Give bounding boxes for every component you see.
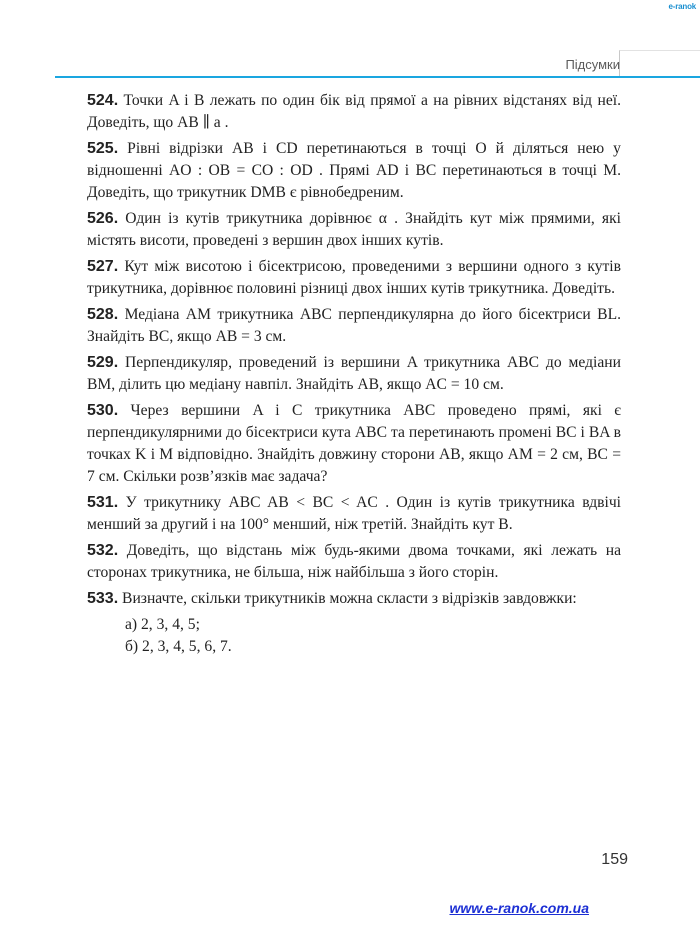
problem-text: Кут між висотою і бісектрисою, проведеними з вершини одного з кутів трикутника, дорівнює половині різниці двох інших кутів трикутника. Доведіть. [87, 258, 622, 297]
problem-text: Один із кутів трикутника дорівнює α . Знайдіть кут між прямими, які містять висоти, проведені з вершин двох інших кутів. [87, 210, 621, 249]
problem-527 [87, 256, 621, 300]
problem-text: Рівні відрізки AB і CD перетинаються в точці O й діляться нею у відношенні AO : OB = CO : OD . Прямі AD і BC перетинаються в точці M. Доведіть, що трикутник DMB є рівнобедреним. [87, 140, 621, 201]
problem-text: Через вершини A і C трикутника ABC проведено прямі, які є перпендикулярними до бісектриси кута ABC та перетинають промені BC і BA в точках K і M відповідно. Знайдіть довжину сторони AB, якщо AM = 2 см, BC = 7 см. Скільки розв’язків має задача? [87, 402, 622, 485]
problem-524 [87, 90, 621, 134]
header-tab-frame [619, 50, 700, 77]
problem-number: 527. [87, 258, 119, 275]
publisher-logo: e-ranok [668, 2, 696, 11]
problem-525 [87, 138, 621, 204]
problem-529 [87, 352, 621, 396]
section-title: Підсумки [565, 57, 620, 72]
problem-number: 524. [87, 92, 119, 109]
page-number: 159 [601, 851, 628, 868]
problem-number: 525. [87, 140, 119, 157]
problem-number: 528. [87, 306, 119, 323]
option-b: б) 2, 3, 4, 5, 6, 7. [125, 638, 232, 655]
problem-number: 529. [87, 354, 119, 371]
option-a: а) 2, 3, 4, 5; [125, 616, 200, 633]
answer-options [125, 614, 621, 658]
problem-list [87, 90, 621, 658]
problem-530 [87, 400, 621, 488]
problem-text: У трикутнику ABC AB < BC < AC . Один із кутів трикутника вдвічі менший за другий і на 100° менший, ніж третій. Знайдіть кут B. [87, 494, 621, 533]
problem-text: Точки A і B лежать по один бік від прямої a на рівних відстанях від неї. Доведіть, що AB ∥ a . [87, 92, 621, 131]
problem-text: Перпендикуляр, проведений із вершини A трикутника ABC до медіани BM, ділить цю медіану навпіл. Знайдіть AB, якщо AC = 10 см. [87, 354, 621, 393]
problem-number: 532. [87, 542, 119, 559]
problem-text: Доведіть, що відстань між будь-якими двома точками, які лежать на сторонах трикутника, не більша, ніж найбільша з його сторін. [87, 542, 621, 581]
problem-number: 526. [87, 210, 119, 227]
problem-531 [87, 492, 621, 536]
header-divider [55, 76, 700, 78]
problem-532 [87, 540, 621, 584]
problem-text: Визначте, скільки трикутників можна скласти з відрізків завдовжки: [122, 590, 577, 607]
problem-533 [87, 588, 621, 610]
problem-number: 533. [87, 590, 119, 607]
problem-number: 531. [87, 494, 119, 511]
problem-number: 530. [87, 402, 119, 419]
problem-528 [87, 304, 621, 348]
problem-text: Медіана AM трикутника ABC перпендикулярна до його бісектриси BL. Знайдіть BC, якщо AB = 3 см. [87, 306, 621, 345]
problem-526 [87, 208, 621, 252]
website-link[interactable]: www.e-ranok.com.ua [449, 900, 589, 916]
